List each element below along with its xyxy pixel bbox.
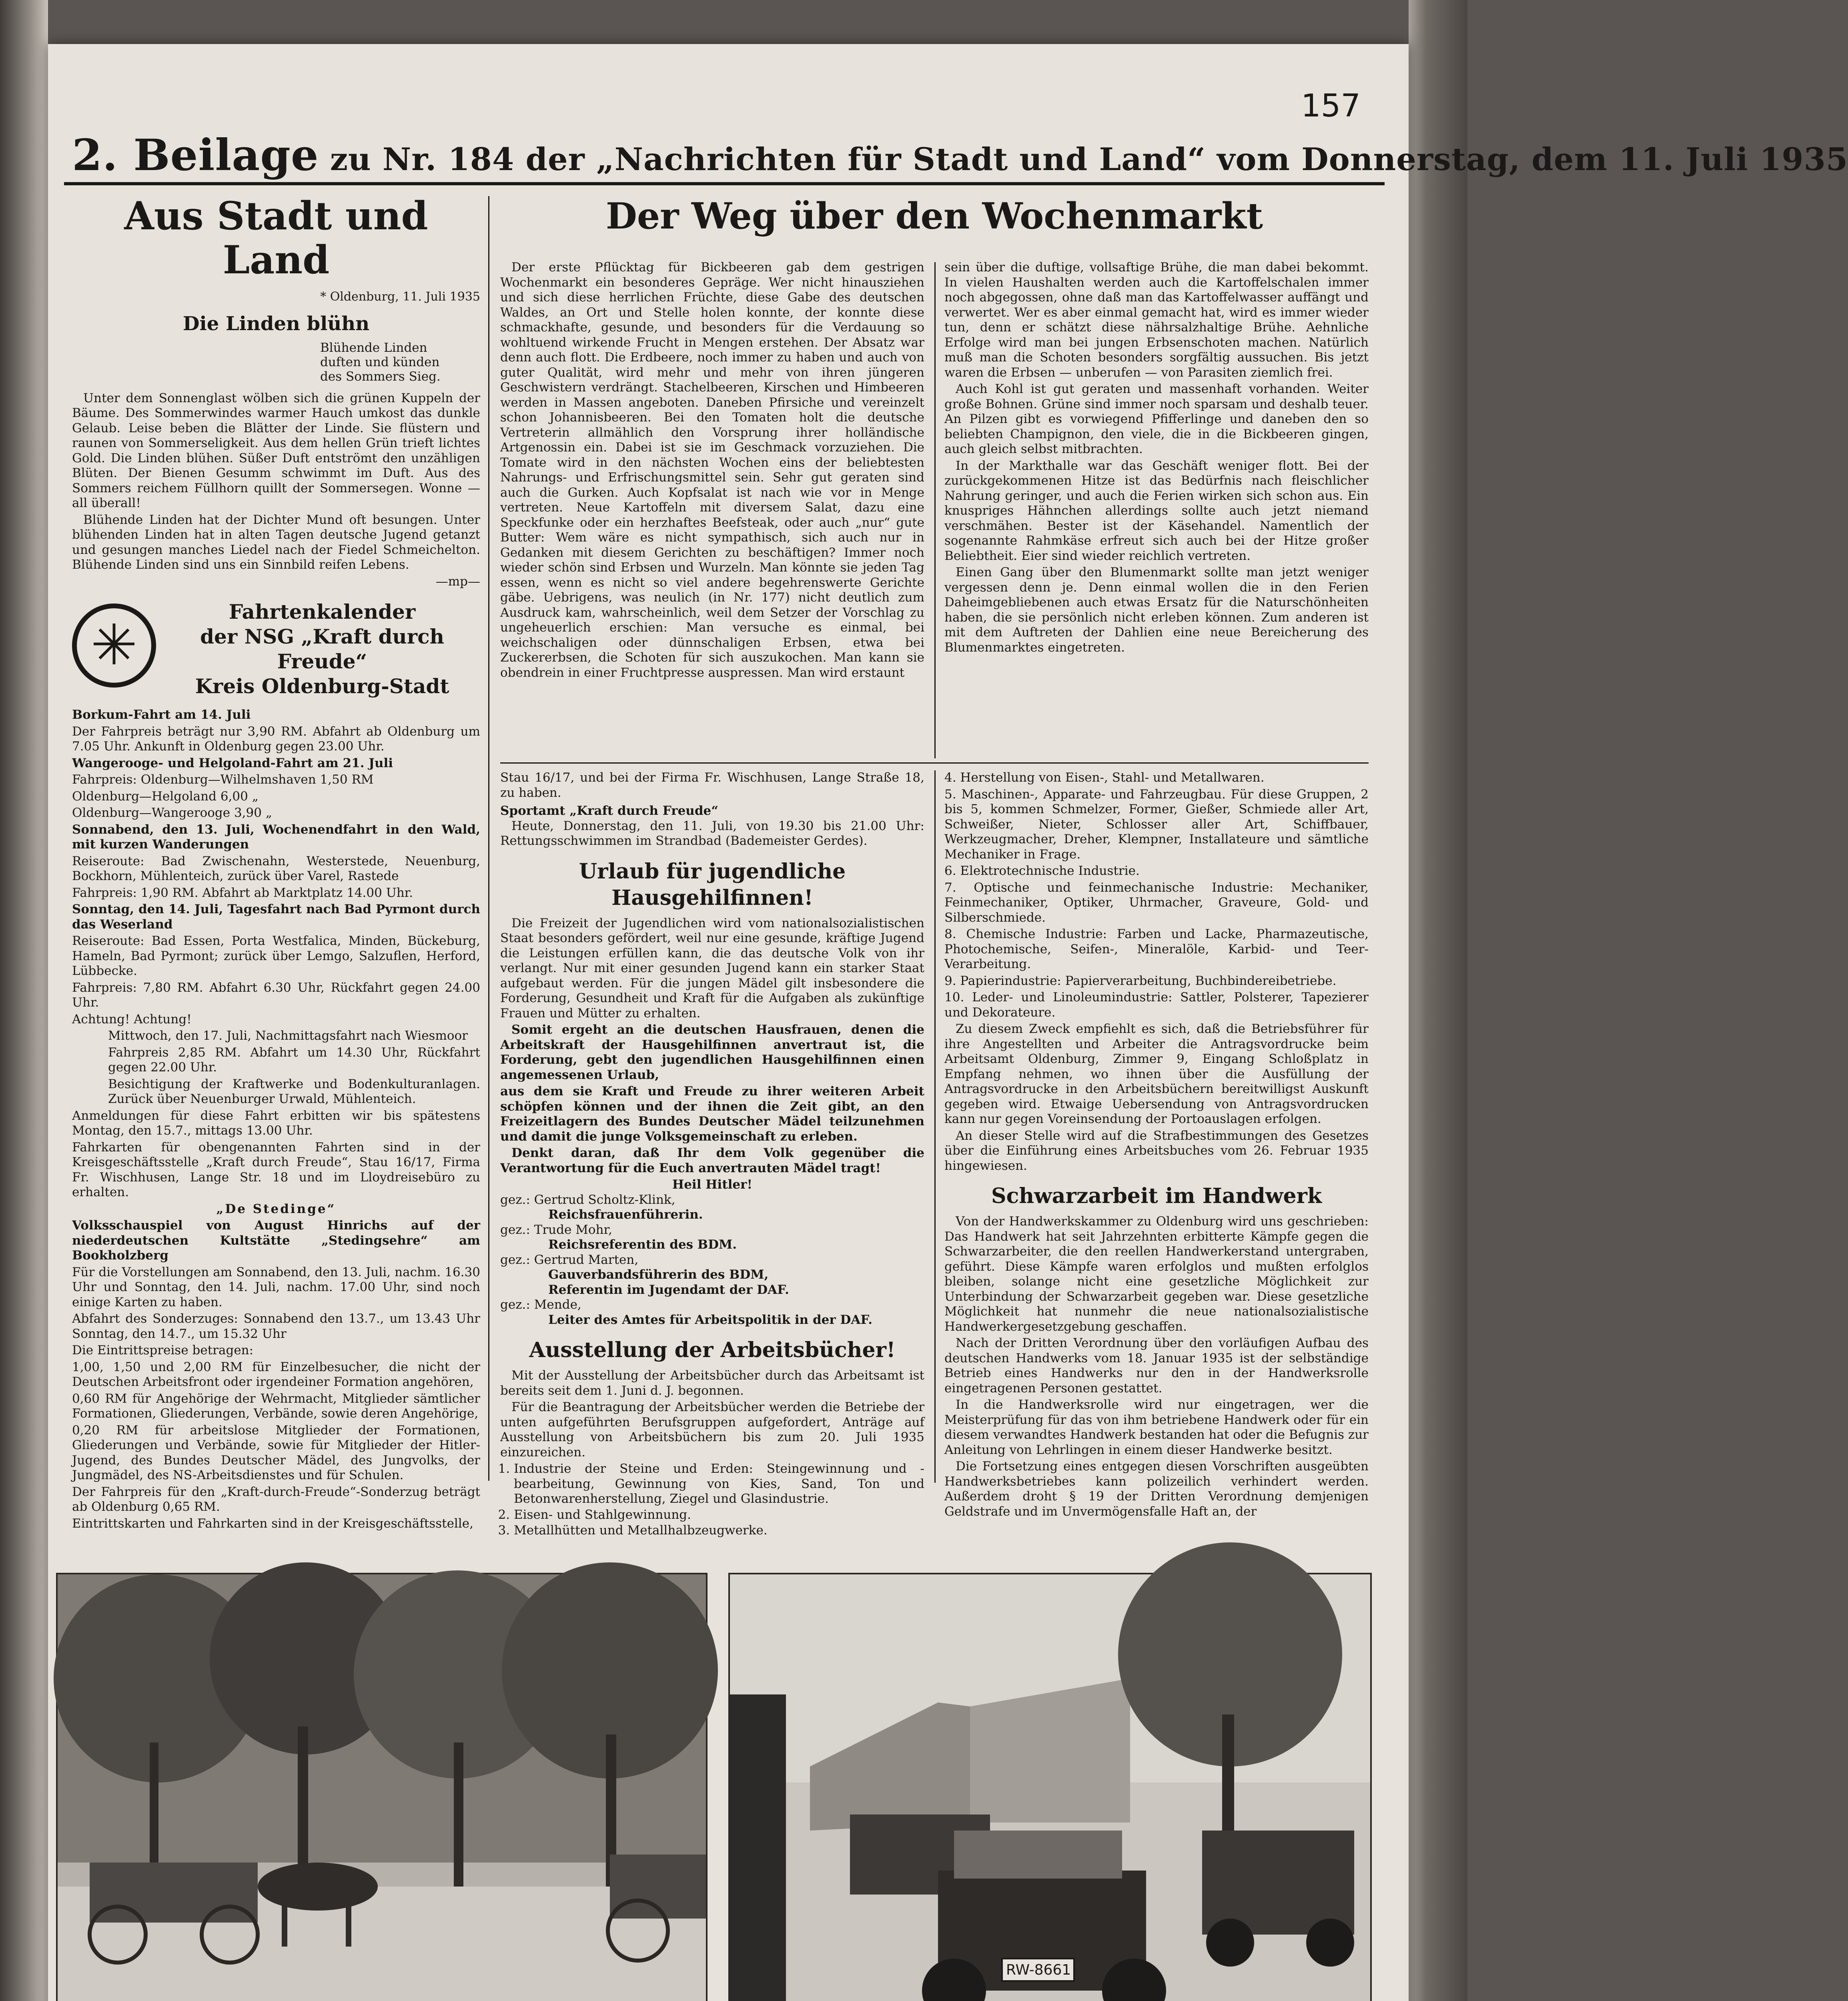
calendar-item: Fahrpreis: 1,90 RM. Abfahrt ab Marktplatz 14.00 Uhr. [72,885,413,900]
list-item: 3. Metallhütten und Metallhalbzeugwerke. [514,1523,924,1538]
arbeitsbuecher-paragraph: Für die Beantragung der Arbeitsbücher werden die Betriebe der unten aufgeführten Berufsgruppen aufgefordert, Anträge auf Ausstellung von Arbeitsbüchern bis zum 20. Juli 1935 einzureichen. [500,1400,924,1460]
schwarz-paragraph: Nach der Dritten Verordnung über den vorläufigen Aufbau des deutschen Handwerks vom 18. Januar 1935 ist der selbständige Betrieb eines Handwerks nur den in der Handwerksrolle eingetragenen Personen gestattet. [944,1336,1369,1395]
signer-line: Referentin im Jugendamt der DAF. [548,1282,789,1297]
list-item: 6. Elektrotechnische Industrie. [944,864,1140,878]
signer-line: gez.: Trude Mohr, [500,1222,612,1237]
arbeitsbuecher-title: Ausstellung der Arbeitsbücher! [529,1338,896,1362]
dateline: * Oldenburg, 11. Juli 1935 [320,290,480,304]
calendar-item: Für die Vorstellungen am Sonnabend, den 13. Juli, nachm. 16.30 Uhr und Sonntag, den 14. Juli, nachm. 17.00 Uhr, sind noch einige Karten zu haben. [72,1265,480,1309]
calendar-item: Der Fahrpreis für den „Kraft-durch-Freude“-Sonderzug beträgt ab Oldenburg 0,65 RM. [72,1484,480,1514]
linden-signature: —mp— [435,574,480,589]
list-item: 4. Herstellung von Eisen-, Stahl- und Metallwaren. [944,770,1265,785]
arbeitsbuecher-paragraph: Mit der Ausstellung der Arbeitsbücher durch das Arbeitsamt ist bereits seit dem 1. Juni d. J. begonnen. [500,1368,924,1398]
wochenmarkt-title: Der Weg über den Wochenmarkt [605,195,1263,237]
calendar-item: Sonntag, den 14. Juli, Tagesfahrt nach Bad Pyrmont durch das Weserland [72,902,480,932]
horse-wagons-image [58,1574,706,2001]
calendar-item: Sonnabend, den 13. Juli, Wochenendfahrt in den Wald, mit kurzen Wanderungen [72,822,480,852]
right-column [944,770,1369,1521]
calendar-item: „De Stedinge“ [216,1201,336,1216]
wochenmarkt-col2 [944,260,1369,657]
calendar-item: Wangerooge- und Helgoland-Fahrt am 21. Juli [72,756,393,770]
wochenmarkt-article [500,194,1369,245]
urlaub-paragraph: Somit ergeht an die deutschen Hausfrauen, denen die Arbeitskraft der Hausgehilfinnen anvertraut ist, die Forderung, gebt den jugendlichen Hausgehilfinnen einen angemessenen Urlaub, [500,1023,924,1082]
column-divider [934,770,936,1483]
signer-line: Leiter des Amtes für Arbeitspolitik in der DAF. [548,1312,873,1327]
masthead-rule [64,182,1385,185]
section-title: Aus Stadt und Land [124,193,428,283]
continued-text: Stau 16/17, und bei der Firma Fr. Wischhusen, Lange Straße 18, zu haben. [500,770,924,800]
wochenmarkt-col1 [500,260,924,682]
list-item: 8. Chemische Industrie: Farben und Lacke, Pharmazeutische, Photochemische, Seifen-, Mineralöle, Karbid- und Teer-Verarbeitung. [944,927,1369,971]
newspaper-page [48,44,1848,2001]
calendar-block [72,599,480,1531]
schwarz-title: Schwarzarbeit im Handwerk [991,1184,1322,1208]
calendar-items [72,708,480,1531]
wochenmarkt-paragraph: Der erste Pflücktag für Bickbeeren gab dem gestrigen Wochenmarkt ein besonderes Gepräge. Wer nicht hinausziehen und sich diese herrlichen Früchte, diese Gabe des deutschen Waldes, an Ort und Stelle holen konnte, der konnte diese schmackhafte, gesunde, und besonders für die Verdauung so wohltuend wirkende Frucht in Mengen erstehen. Der Absatz war denn auch flott. Die Erdbeere, noch immer zu haben und auch von guter Qualität, wird mehr und mehr von ihren jüngeren Geschwistern verdrängt. Stachelbeeren, Kirschen und Himbeeren werden in Massen angeboten. Daneben Pfirsiche und vereinzelt schon Johannisbeeren. Bei den Tomaten holt die deutsche Vertreterin allmählich den Vorsprung ihrer holländische Artgenossin ein. Dabei ist sie im Geschmack vorzuziehen. Die Tomate wird in den nächsten Wochen eins der beliebtesten Nahrungs- und Erfrischungsmittel sein. Sehr gut geraten sind auch die Gurken. Auch Kopfsalat ist nach wie vor in Menge vertreten. Neue Kartoffeln mit diversem Salat, dazu eine Speckfunke oder ein herzhaftes Beefsteak, oder auch „nur“ gute Butter: Wem wäre es nicht sympathisch, sich auch nur in Gedanken mit diesem Gerichten zu beschäftigen? Immer noch wieder schön sind Erbsen und Wurzeln. Man könnte sie jeden Tag essen, wenn es nicht so viel andere begehrenswerte Gerichte gäbe. Uebrigens, was neulich (in Nr. 177) nicht deutlich zum Ausdruck kam, wahrscheinlich, weil dem Setzer der Vorschlag zu ungeheuerlich erschien: Man versuche es einmal, bei weichschaligen oder dünnschaligen Erbsen, etwa bei Zuckererbsen, die Schoten für sich auszukochen. Man kann sie obendrein in einer Fruchtpresse auspressen. Man wird erstaunt [500,260,924,680]
calendar-item: Oldenburg—Wangerooge 3,90 „ [72,806,272,820]
calendar-item: Oldenburg—Helgoland 6,00 „ [72,789,259,804]
calendar-item: Anmeldungen für diese Fahrt erbitten wir bis spätestens Montag, den 15.7., mittags 13.00 Uhr. [72,1108,480,1138]
list-item: 1. Industrie der Steine und Erden: Steingewinnung und -bearbeitung, Gewinnung von Kies, Sand, Ton und Betonwarenherstellung, Ziegel und Glasindustrie. [514,1462,924,1507]
calendar-item: Fahrkarten für obengenannten Fahrten sind in der Kreisgeschäftsstelle „Kraft durch Freude“, Stau 16/17, Firma Fr. Wischhusen, Lange Str. 18 und im Lloydreisebüro zu erhalten. [72,1140,480,1199]
sport-head: Sportamt „Kraft durch Freude“ [500,804,719,818]
calendar-item: Besichtigung der Kraftwerke und Bodenkulturanlagen. Zurück über Neuenburger Urwald, Mühlenteich. [108,1077,480,1106]
salute: Heil Hitler! [672,1177,753,1192]
linden-poem [320,341,480,384]
industry-list [944,770,1369,1020]
linden-title: Die Linden blühn [182,312,370,335]
linden-paragraph: Blühende Linden hat der Dichter Mund oft besungen. Unter blühenden Linden hat in alten Tagen deutsche Jugend getanzt und gesungen manches Liedel nach der Fiedel Schmeichelton. Blühende Linden sind uns ein Sinnbild reifen Lebens. [72,512,480,572]
column-divider [488,196,489,1481]
masthead [72,130,1848,180]
urlaub-paragraph: aus dem sie Kraft und Freude zu ihrer weiteren Arbeit schöpfen können und der ihnen die Zeit gibt, an den Freizeitlagern des Bundes Deutscher Mädel teilzunehmen und damit die junge Volksgemeinschaft zu erleben. [500,1084,924,1144]
calendar-item: Reiseroute: Bad Essen, Porta Westfalica, Minden, Bückeburg, Hameln, Bad Pyrmont; zurück über Lemgo, Salzuflen, Herford, Lübbecke. [72,934,480,978]
poem-line: des Sommers Sieg. [320,369,441,384]
photo-horse-wagons [56,1573,708,2001]
linden-paragraph: Unter dem Sonnenglast wölben sich die grünen Kuppeln der Bäume. Des Sommerwindes warmer Hauch umkost das dunkle Gelaub. Leise beben die Blätter der Linde. Sie flüstern und raunen von Sommerseligkeit. Aus dem hellen Grün trieft lichtes Gold. Die Linden blühen. Süßer Duft entströmt den unzähligen Blüten. Der Bienen Gesumm schwimmt im Duft. Aus des Sommers reichem Füllhorn quillt der Sommersegen. Wonne — all überall! [72,391,480,510]
list-item: 10. Leder- und Linoleumindustrie: Sattler, Polsterer, Tapezierer und Dekorateure. [944,990,1369,1020]
calendar-item: Reiseroute: Bad Zwischenahn, Westerstede, Neuenburg, Bockhorn, Mühlenteich, zurück über Varel, Rastede [72,854,480,883]
wochenmarkt-paragraph: In der Markthalle war das Geschäft weniger flott. Bei der zurückgekommenen Hitze ist das Bedürfnis nach fleischlicher Nahrung geringer, und auch die Ferien wirken sich schon aus. Ein knuspriges Hähnchen allerdings sollte auch jetzt niemand verschmähen. Bester ist der Käsehandel. Namentlich der sogenannte Rahmkäse erfreut sich auch bei der Hitze großer Beliebtheit. Eier sind wieder reichlich vertreten. [944,458,1369,563]
urlaub-title: Urlaub für jugendliche Hausgehilfinnen! [579,859,846,910]
masthead-rest: zu Nr. 184 der „Nachrichten für Stadt und Land“ vom Donnerstag, dem 11. Juli 1935 [330,141,1848,178]
signer-line: gez.: Mende, [500,1297,581,1312]
calendar-item: Fahrpreis 2,85 RM. Abfahrt um 14.30 Uhr, Rückfahrt gegen 22.00 Uhr. [108,1045,480,1075]
list-item: 5. Maschinen-, Apparate- und Fahrzeugbau. Für diese Gruppen, 2 bis 5, kommen Schmelzer, Former, Gießer, Schmiede aller Art, Schweißer, Nieter, Schlosser aller Art, Schiffbauer, Werkzeugmacher, Dreher, Klempner, Installateure und sämtliche Mechaniker in Frage. [944,787,1369,862]
calendar-title-line: Fahrtenkalender [228,600,416,624]
calendar-item: Volksschauspiel von August Hinrichs auf der niederdeutschen Kultstätte „Stedingsehre“ am Bookholzberg [72,1218,480,1263]
signer-line: Gauverbandsführerin des BDM, [548,1267,769,1282]
wochenmarkt-paragraph: Einen Gang über den Blumenmarkt sollte man jetzt weniger vergessen denn je. Denn einmal wollen die in den Ferien Daheimgebliebenen auch etwas Ersatz für die Naturschönheiten haben, die sie persönlich nicht erleben können. Zum anderen ist mit dem Auftreten der Dahlien eine neue Bereicherung des Blumenmarktes eingetreten. [944,565,1369,655]
schwarz-paragraph: In die Handwerksrolle wird nur eingetragen, wer die Meisterprüfung für das von ihm betriebene Handwerk oder für ein diesem verwandtes Handwerk bestanden hat oder die Befugnis zur Anleitung von Lehrlingen in einem dieser Handwerke besitzt. [944,1397,1369,1457]
calendar-item: Fahrpreis: Oldenburg—Wilhelmshaven 1,50 RM [72,772,374,787]
calendar-item: Eintrittskarten und Fahrkarten sind in der Kreisgeschäftsstelle, [72,1516,473,1531]
calendar-item: Borkum-Fahrt am 14. Juli [72,708,251,722]
calendar-item: Die Eintrittspreise betragen: [72,1343,254,1357]
list-item: 2. Eisen- und Stahlgewinnung. [514,1508,924,1523]
right-paragraph: Zu diesem Zweck empfiehlt es sich, daß die Betriebsführer für ihre Angestellten und Arbeiter die Antragsvordrucke beim Arbeitsamt Oldenburg, Zimmer 9, Eingang Schloßplatz in Empfang nehmen, wo ihnen über die Ausfüllung der Antragsvordrucke in den Arbeitsbüchern bereitwilligst Auskunft gegeben wird. Etwaige Uebersendung von Antragsvordrucken kann nur gegen Voreinsendung der Portoauslagen erfolgen. [944,1022,1369,1126]
poem-line: duften und künden [320,355,440,369]
signer-line: gez.: Gertrud Marten, [500,1252,639,1267]
calendar-item: 1,00, 1,50 und 2,00 RM für Einzelbesucher, die nicht der Deutschen Arbeitsfront oder irgendeiner Formation angehören, [72,1359,480,1389]
list-item: 7. Optische und feinmechanische Industrie: Mechaniker, Feinmechaniker, Optiker, Uhrmacher, Graveure, Gold- und Silberschmiede. [944,880,1369,925]
calendar-item: 0,60 RM für Angehörige der Wehrmacht, Mitglieder sämtlicher Formationen, Gliederungen, Verbände, sowie deren Angehörige, [72,1391,480,1421]
wochenmarkt-paragraph: Auch Kohl ist gut geraten und massenhaft vorhanden. Weiter große Bohnen. Grüne sind immer noch sparsam und deshalb teuer. An Pilzen gibt es vorwiegend Pfifferlinge und daneben den so beliebten Champignon, den viele, die in die Bickbeeren gingen, auch gleich selbst mitbrachten. [944,382,1369,456]
right-paragraph: An dieser Stelle wird auf die Strafbestimmungen des Gesetzes über die Einführung eines Arbeitsbuches vom 26. Februar 1935 hingewiesen. [944,1128,1369,1173]
middle-column [500,770,924,1539]
signer-line: Reichsreferentin des BDM. [548,1237,737,1252]
calendar-item: Abfahrt des Sonderzuges: Sonnabend den 13.7., um 13.43 Uhr Sonntag, den 14.7., um 15.32 Uhr [72,1311,480,1341]
left-column [72,194,480,1533]
wochenmarkt-paragraph: sein über die duftige, vollsaftige Brühe, die man dabei bekommt. In vielen Haushalten werden auch die Kartoffelschalen immer noch abgegossen, ohne daß man das Kartoffelwasser auffängt und verwertet. Wer es aber einmal gemacht hat, wird es immer wieder tun, denn er schätzt diese nährsalzhaltige Brühe. Aehnliche Erfolge wird man bei jungen Erbsenschoten machen. Natürlich muß man die Schoten besonders sorgfältig aussuchen. Bis jetzt waren die Erbsen — unberufen — von Parasiten ziemlich frei. [944,260,1369,380]
calendar-title-line: der NSG „Kraft durch Freude“ [200,625,444,673]
signer-line: Reichsfrauenführerin. [548,1207,703,1222]
calendar-item: Mittwoch, den 17. Juli, Nachmittagsfahrt nach Wiesmoor [108,1029,468,1043]
urlaub-paragraph: Die Freizeit der Jugendlichen wird vom nationalsozialistischen Staat besonders gefördert, weil nur eine gesunde, kräftige Jugend die Leistungen erfüllen kann, die das deutsche Volk von ihr verlangt. Nur mit einer gesunden Jugend kann ein starker Staat aufgebaut werden. Für die jungen Mädel gilt insbesondere die Forderung, Gesundheit und Kraft für die Aufgaben als zukünftige Frauen und Mütter zu erhalten. [500,916,924,1021]
kdf-emblem-icon [72,604,156,688]
page-number: 157 [1301,88,1361,124]
urlaub-paragraph: Denkt daran, daß Ihr dem Volk gegenüber die Verantwortung für die Euch anvertrauten Mädel tragt! [500,1146,924,1175]
motor-vehicles-image [730,1574,1370,2001]
calendar-title-line: Kreis Oldenburg-Stadt [195,674,449,698]
calendar-item: 0,20 RM für arbeitslose Mitglieder der Formationen, Gliederungen und Verbände, sowie für Mitglieder der Hitler-Jugend, des Bundes Deutscher Mädel, des Jungvolks, der Jungmädel, des NS-Arbeitsdienstes und für Schulen. [72,1423,480,1482]
calendar-item: Fahrpreis: 7,80 RM. Abfahrt 6.30 Uhr, Rückfahrt gegen 24.00 Uhr. [72,980,480,1010]
column-divider [934,262,936,758]
license-plate: RW-8661 [1006,1962,1071,1978]
photo-motor-vehicles [728,1573,1372,2001]
schwarz-paragraph: Die Fortsetzung eines entgegen diesen Vorschriften ausgeübten Handwerksbetriebes kann polizeilich verhindert werden. Außerdem droht § 19 der Dritten Verordnung demjenigen Geldstrafe und im Unvermögensfalle Haft an, der [944,1459,1369,1519]
arbeitsbuecher-list [500,1462,924,1538]
masthead-lead: 2. Beilage [72,130,319,180]
section-divider [500,762,1369,764]
calendar-item: Achtung! Achtung! [72,1012,192,1027]
poem-line: Blühende Linden [320,340,427,355]
schwarz-paragraph: Von der Handwerkskammer zu Oldenburg wird uns geschrieben: Das Handwerk hat seit Jahrzehnten erbitterte Kämpfe gegen die Schwarzarbeiter, die den reellen Handwerkerstand untergraben, geführt. Diese Kämpfe waren erfolglos und mußten erfolglos bleiben, solange nicht eine gesetzliche Möglichkeit zur Unterbindung der Schwarzarbeit gegeben war. Diese gesetzliche Möglichkeit hat nunmehr die neue nationalsozialistische Handwerkergesetzgebung geschaffen. [944,1214,1369,1334]
signers [500,1193,924,1328]
list-item: 9. Papierindustrie: Papierverarbeitung, Buchbindereibetriebe. [944,973,1337,988]
sport-text: Heute, Donnerstag, den 11. Juli, von 19.30 bis 21.00 Uhr: Rettungsschwimmen im Strandbad (Bademeister Gerdes). [500,818,924,848]
signer-line: gez.: Gertrud Scholtz-Klink, [500,1192,675,1207]
calendar-item: Der Fahrpreis beträgt nur 3,90 RM. Abfahrt ab Oldenburg um 7.05 Uhr. Ankunft in Oldenburg gegen 23.00 Uhr. [72,724,480,754]
